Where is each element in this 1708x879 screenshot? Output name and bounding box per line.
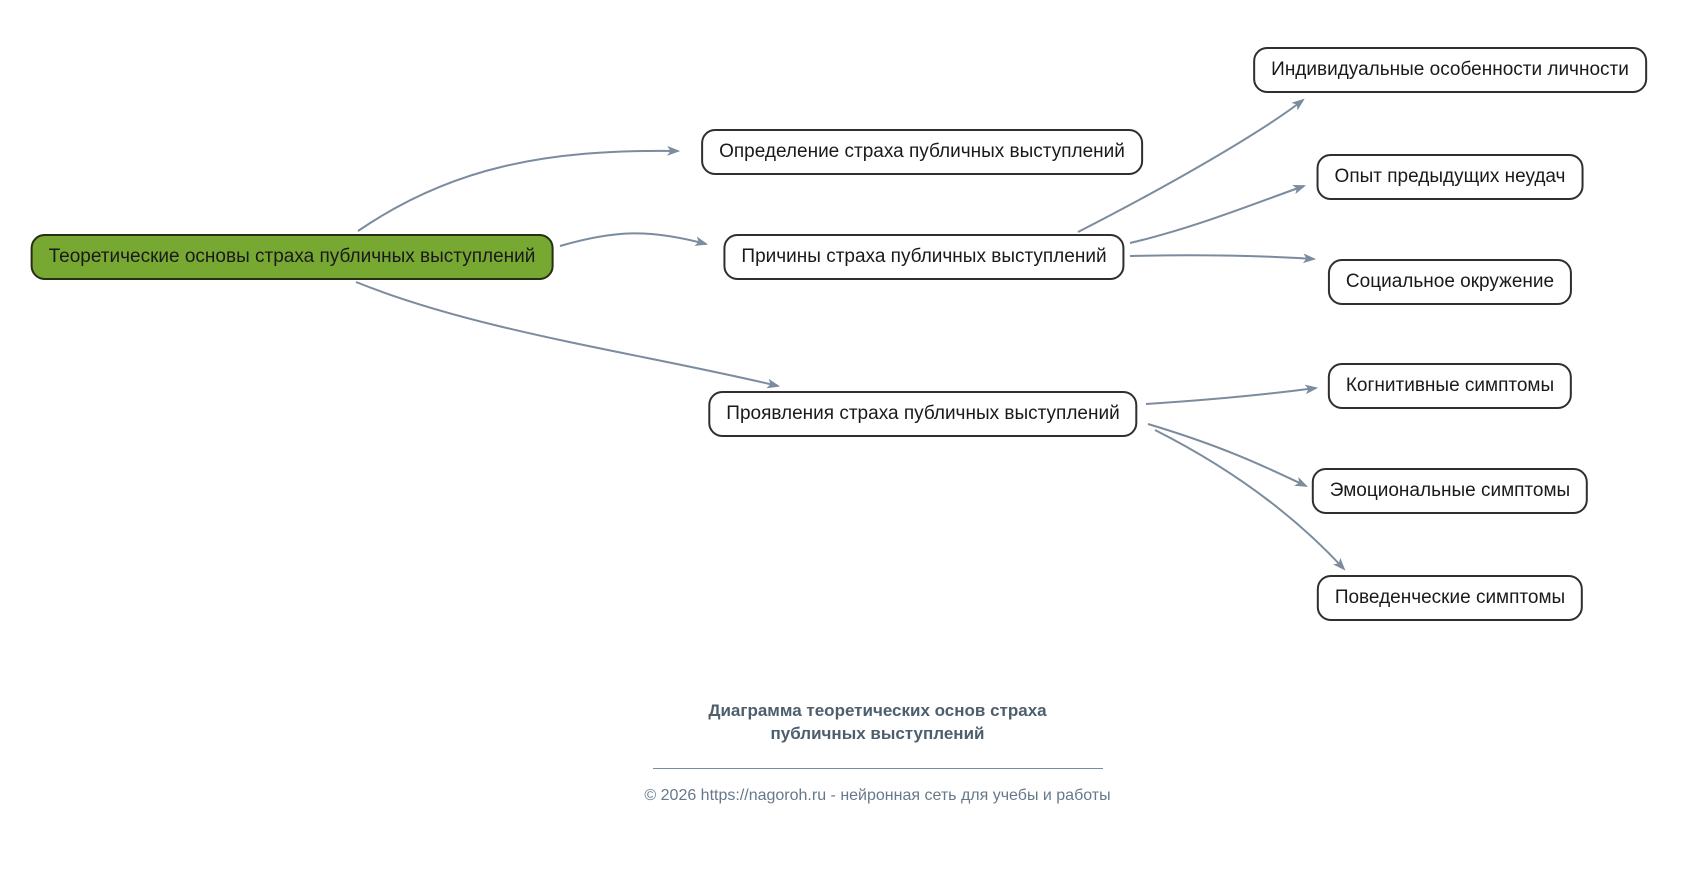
edge-root-to-opredelenie xyxy=(358,151,678,231)
caption-title: Диаграмма теоретических основ страха публичных выступлений xyxy=(708,701,1047,743)
node-emotional-symptoms: Эмоциональные симптомы xyxy=(1312,468,1588,514)
caption-footer-credit: © 2026 https://nagoroh.ru - нейронная сеть для учебы и работы xyxy=(644,786,1111,804)
node-causes: Причины страха публичных выступлений xyxy=(723,234,1124,280)
node-manifestations: Проявления страха публичных выступлений xyxy=(708,391,1137,437)
node-social-environment: Социальное окружение xyxy=(1328,259,1572,305)
node-previous-failures-experience: Опыт предыдущих неудач xyxy=(1317,154,1584,200)
edge-proyavleniya-to-kognitivnye xyxy=(1146,388,1316,404)
caption-block xyxy=(644,700,1111,805)
edge-proyavleniya-to-emocionalnye xyxy=(1148,424,1306,486)
edge-root-to-prichiny xyxy=(560,233,706,246)
node-behavioral-symptoms: Поведенческие симптомы xyxy=(1317,575,1583,621)
edge-prichiny-to-socialnoe xyxy=(1130,255,1314,259)
node-definition: Определение страха публичных выступлений xyxy=(701,129,1143,175)
caption-divider xyxy=(653,768,1103,769)
edge-root-to-proyavleniya xyxy=(356,282,778,386)
node-individual-personality-traits: Индивидуальные особенности личности xyxy=(1253,47,1647,93)
edge-prichiny-to-opyt xyxy=(1130,186,1304,243)
node-root-theoretical-foundations: Теоретические основы страха публичных выступлений xyxy=(31,234,554,280)
node-cognitive-symptoms: Когнитивные симптомы xyxy=(1328,363,1572,409)
